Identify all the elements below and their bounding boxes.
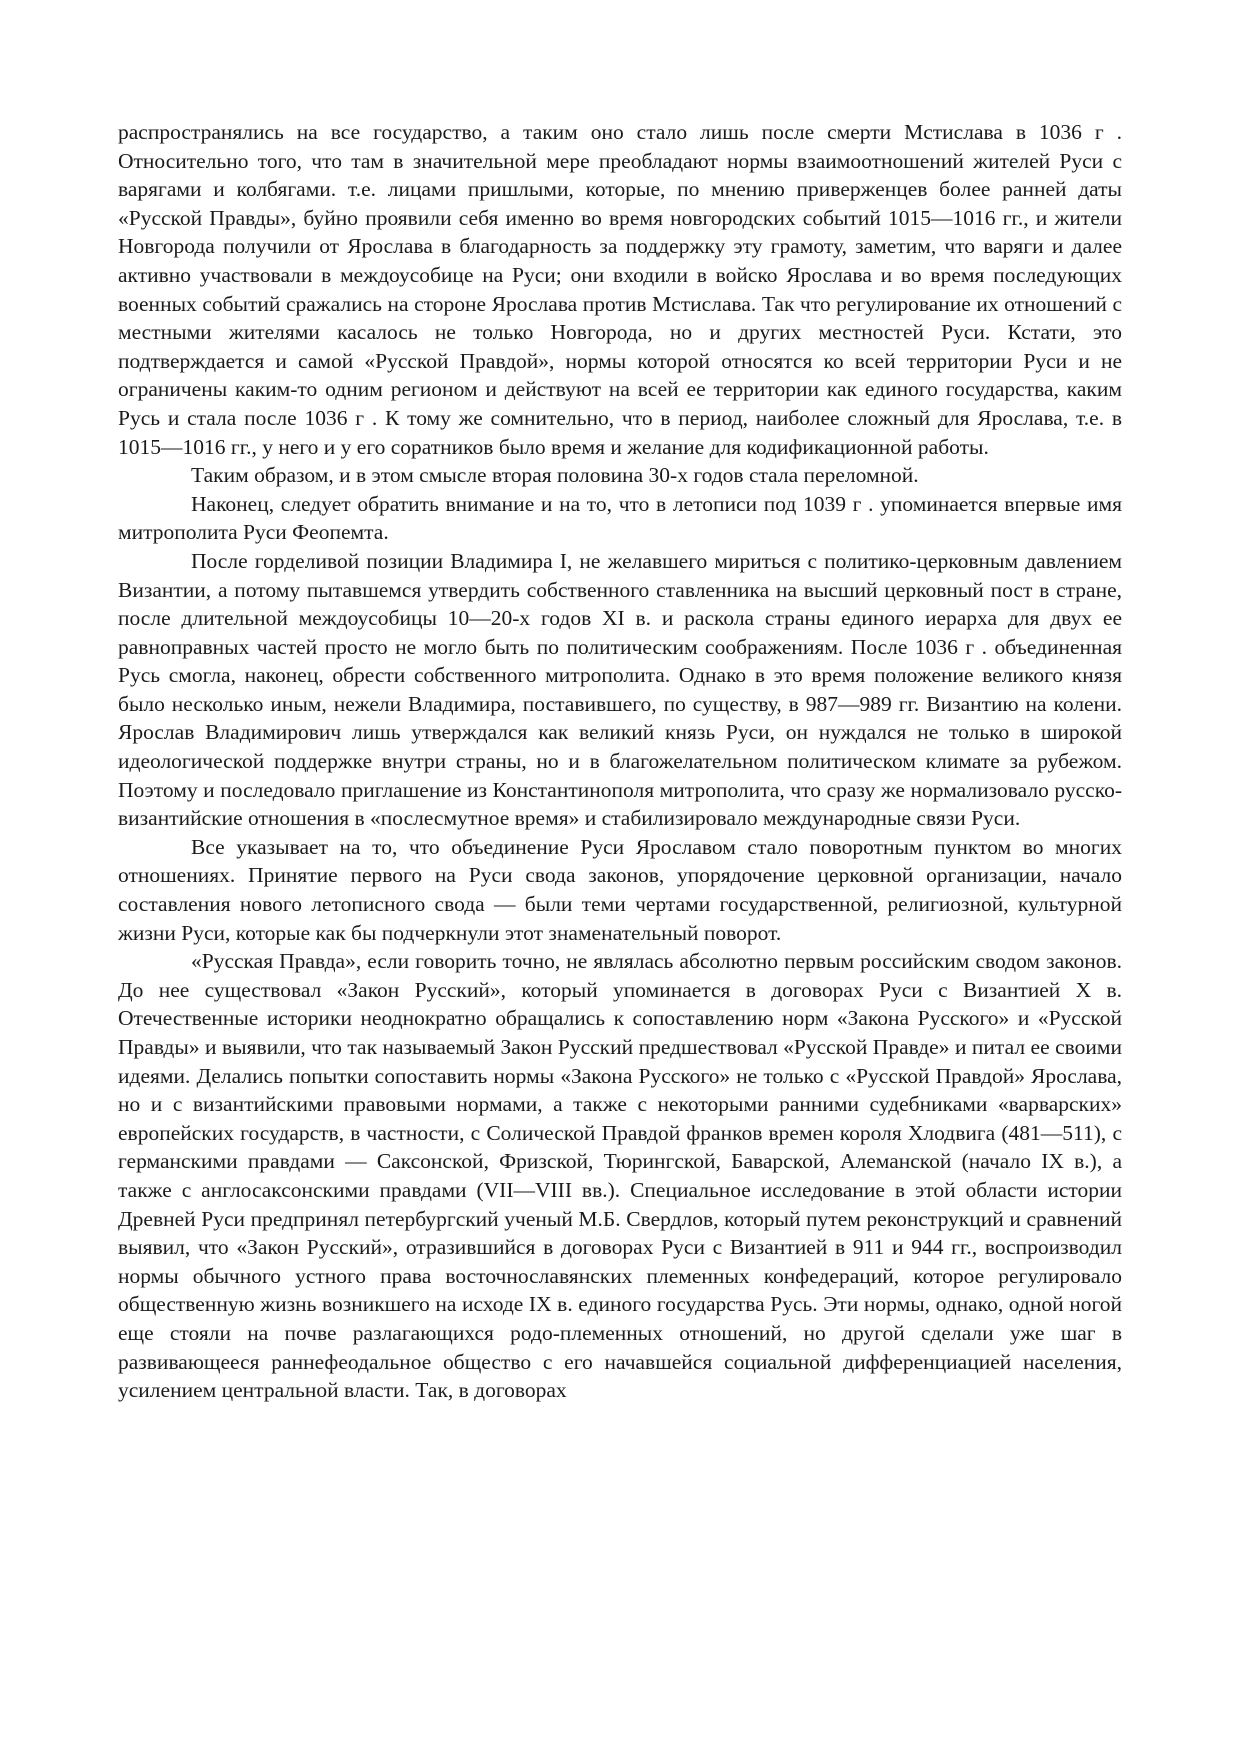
paragraph-3: Наконец, следует обратить внимание и на то, что в летописи под 1039 г . упоминается впервые имя митрополита Руси Феопемта. <box>118 491 1122 545</box>
paragraph-5: Все указывает на то, что объединение Руси Ярославом стало поворотным пунктом во многих отношениях. Принятие первого на Руси свода законов, упорядочение церковной организации, начало составления нового летописного свода — были теми чертами государственной, религиозной, культурной жизни Руси, которые как бы подчеркнули этот знаменательный поворот. <box>118 834 1122 945</box>
paragraph-1: распространялись на все государство, а таким оно стало лишь после смерти Мстислава в 1036 г . Относительно того, что там в значительной мере преобладают нормы взаимоотношений жителей Руси с варягами и колбягами. т.е. лицами пришлыми, которые, по мнению приверженцев более ранней даты «Русской Правды», буйно проявили себя именно во время новгородских событий 1015—1016 гг., и жители Новгорода получили от Ярослава в благодарность за поддержку эту грамоту, заметим, что варяги и далее активно участвовали в междоусобице на Руси; они входили в войско Ярослава и во время последующих военных событий сражались на стороне Ярослава против Мстислава. Так что регулирование их отношений с местными жителями касалось не только Новгорода, но и других местностей Руси. Кстати, это подтверждается и самой «Русской Правдой», нормы которой относятся ко всей территории Руси и не ограничены каким-то одним регионом и действуют на всей ее территории как единого государства, каким Русь и стала после 1036 г . К тому же сомнительно, что в период, наиболее сложный для Ярослава, т.е. в 1015—1016 гг., у него и у его соратников было время и желание для кодификационной работы. <box>118 120 1122 459</box>
paragraph-2: Таким образом, и в этом смысле вторая половина 30-х годов стала переломной. <box>191 463 919 488</box>
paragraph-4: После горделивой позиции Владимира I, не желавшего мириться с политико-церковным давлением Византии, а потому пытавшемся утвердить собственного ставленника на высший церковный пост в стране, после длительной междоусобицы 10—20-х годов XI в. и раскола страны единого иерарха для двух ее равноправных частей просто не могло быть по политическим соображениям. После 1036 г . объединенная Русь смогла, наконец, обрести собственного митрополита. Однако в это время положение великого князя было несколько иным, нежели Владимира, поставившего, по существу, в 987—989 гг. Византию на колени. Ярослав Владимирович лишь утверждался как великий князь Руси, он нуждался не только в широкой идеологической поддержке внутри страны, но и в благожелательном политическом климате за рубежом. Поэтому и последовало приглашение из Константинополя митрополита, что сразу же нормализовало русско-византийские отношения в «послесмутное время» и стабилизировало международные связи Руси. <box>118 548 1122 831</box>
paragraph-6: «Русская Правда», если говорить точно, не являлась абсолютно первым российским сводом законов. До нее существовал «Закон Русский», который упоминается в договорах Руси с Византией X в. Отечественные историки неоднократно обращались к сопоставлению норм «Закона Русского» и «Русской Правды» и выявили, что так называемый Закон Русский предшествовал «Русской Правде» и питал ее своими идеями. Делались попытки сопоставить нормы «Закона Русского» не только с «Русской Правдой» Ярослава, но и с византийскими правовыми нормами, а также с некоторыми ранними судебниками «варварских» европейских государств, в частности, с Солической Правдой франков времен короля Хлодвига (481—511), с германскими правдами — Саксонской, Фризской, Тюрингской, Баварской, Алеманской (начало IX в.), а также с англосаксонскими правдами (VII—VIII вв.). Специальное исследование в этой области истории Древней Руси предпринял петербургский ученый М.Б. Свердлов, который путем реконструкций и сравнений выявил, что «Закон Русский», отразившийся в договорах Руси с Византией в 911 и 944 гг., воспроизводил нормы обычного устного права восточнославянских племенных конфедераций, которое регулировало общественную жизнь возникшего на исходе IX в. единого государства Русь. Эти нормы, однако, одной ногой еще стояли на почве разлагающихся родо-племенных отношений, но другой сделали уже шаг в развивающееся раннефеодальное общество с его начавшейся социальной дифференциацией населения, усилением центральной власти. Так, в договорах <box>118 949 1122 1403</box>
document-page <box>118 118 1122 1405</box>
